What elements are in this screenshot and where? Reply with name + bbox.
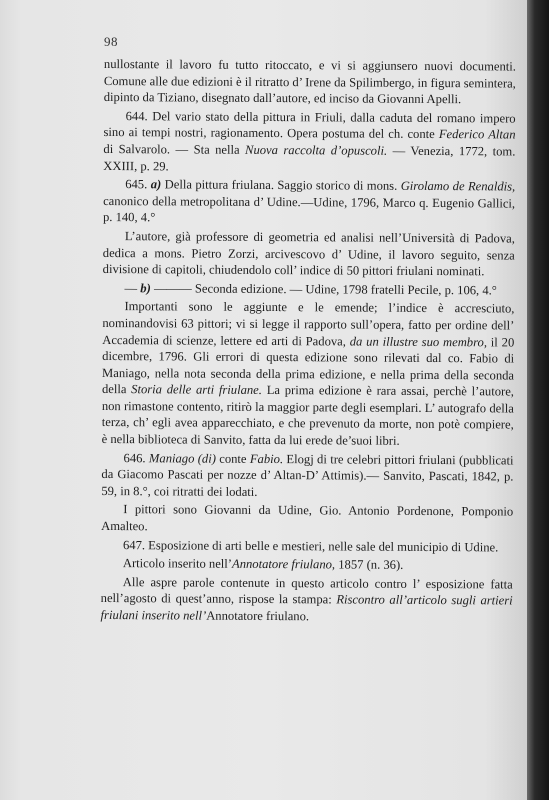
paragraph-text: Articolo inserito nell’	[122, 556, 233, 572]
entry-text: — Venezia, 1772, tom. XXIII, p. 29.	[103, 143, 516, 173]
entry-sigla: a)	[150, 177, 162, 192]
paragraph-note	[103, 228, 515, 280]
entry-dash: —	[124, 280, 141, 295]
italic-title: Riscontro all’articolo sugli artieri friulani inserito nell’	[100, 592, 513, 623]
entry-text: 644. Del vario stato della pittura in Friuli, dalla caduta del romano impero sino ai tempi nostri, ragionamento. Opera postuma del ch. conte	[103, 108, 516, 142]
paragraph-note	[101, 555, 513, 574]
paragraph-note	[101, 574, 513, 626]
italic-phrase: da un illustre suo membro,	[349, 334, 488, 349]
page-edge-shadow	[527, 0, 549, 800]
entry-647	[101, 537, 513, 556]
entry-644	[103, 108, 515, 177]
paragraph-text: I pittori sono Giovanni da Udine, Gio. Antonio Pordenone, Pomponio Amalteo.	[101, 502, 514, 534]
paragraph-note	[102, 298, 515, 450]
entry-author: Federico Altan	[438, 127, 516, 142]
entry-author-name: Fabio.	[249, 451, 284, 466]
entry-646	[101, 450, 513, 502]
paragraph-text: Importanti sono le aggiunte e le emende; l’indice è accresciuto, nominandovisi 63 pittori; vi si legge il rapporto sull’opera, fatto per ordine dell’ Accademia di scienze, lettere ed arti di Padova,	[102, 299, 515, 349]
entry-text: canonico della metropolitana d’ Udine.—Udine, 1796, Marco q. Eugenio Gallici, p. 140, 4.°	[102, 193, 516, 225]
paragraph-text: L’autore, già professore di geometria ed analisi nell’Università di Padova, dedica a mons. Pietro Zorzi, arcivescovo d’ Udine, il lavoro seguito, senza divisione di capitoli, chiudendolo coll’ indice di 50 pittori friulani nominati.	[102, 229, 515, 279]
entry-sigla: b)	[140, 280, 151, 296]
italic-title: Storia delle arti friulane.	[131, 382, 263, 398]
page-number: 98	[104, 34, 118, 49]
entry-645	[103, 176, 515, 228]
entry-645-second-edition	[103, 280, 515, 299]
entry-number: 646.	[123, 450, 149, 465]
page-body	[101, 56, 516, 628]
entry-text: conte	[215, 451, 250, 466]
paragraph-text: Alle aspre parole contenute in questo articolo contro l’ esposizione fatta nell’agosto di quest’anno, rispose la stampa:	[100, 574, 513, 607]
italic-title: Annotatore friulano,	[231, 557, 336, 572]
entry-text: Elogj di tre celebri pittori friulani (pubblicati da Giacomo Pascati per nozze d’ Altan-D’ Attimis).— Sanvito, Pascati, 1842, p. 59, in 8.°, coi ritratti dei lodati.	[101, 451, 514, 499]
paragraph-text: Annotatore friulano.	[206, 608, 310, 624]
entry-author: Maniago (di)	[148, 450, 216, 466]
entry-text: di Salvarolo. — Sta nella	[103, 141, 246, 157]
paragraph-continuation	[104, 56, 516, 108]
entry-source-title: Nuova raccolta d’opuscoli.	[245, 142, 388, 158]
paragraph-text: 1857 (n. 36).	[335, 557, 404, 573]
entry-author: Girolamo de Renaldis,	[400, 178, 516, 194]
entry-text: ——— Seconda edizione. — Udine, 1798 fratelli Pecile, p. 106, 4.°	[150, 281, 497, 298]
paragraph-note	[101, 501, 513, 537]
paragraph-text: La prima edizione è rara assai, perchè l’autore, non rimastone contento, ritirò la maggior parte degli esemplari. L’ autografo della terza, ch’ egli avea apparecchiato, e che prevenuto da morte, non potè compiere, è nella biblioteca di Sanvito, fatta da lui erede de’suoi libri.	[101, 383, 515, 448]
entry-number: 645.	[125, 177, 148, 192]
paragraph-text: nullostante il lavoro fu tutto ritoccato, e vi si aggiunsero nuovi documenti. Comune alle due edizioni è il ritratto d’ Irene da Spilimbergo, in figura semintera, dipinto da Tiziano, disegnato dall’autore, ed inciso da Giovanni Apelli.	[103, 56, 516, 107]
paragraph-text: il 20 dicembre, 1796. Gli errori di questa edizione sono rilevati dal co. Fabio di Maniago, nella nota seconda della prima edizione, e nella prima della seconda della	[101, 334, 515, 397]
entry-text: Della pittura friulana. Saggio storico di mons.	[161, 177, 401, 193]
entry-text: 647. Esposizione di arti belle e mestieri, nelle sale del municipio di Udine.	[122, 537, 499, 555]
